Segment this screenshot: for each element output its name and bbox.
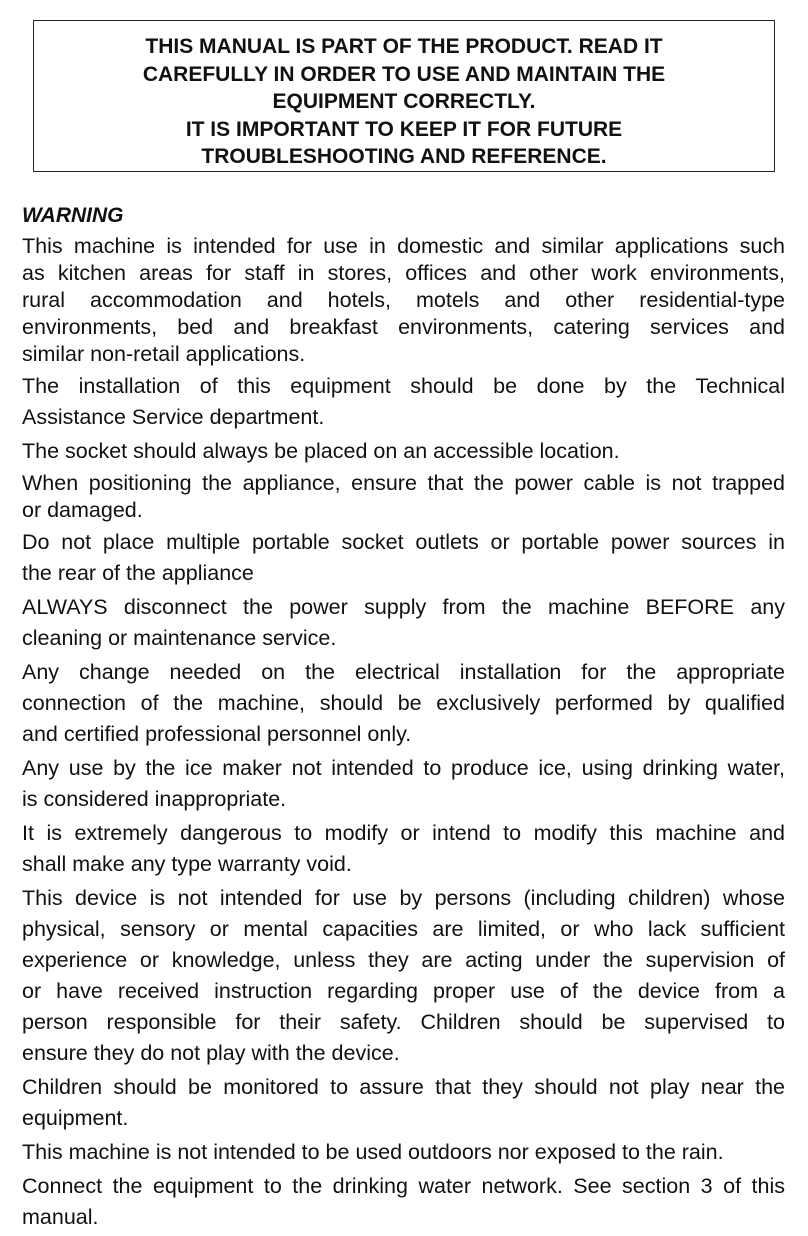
paragraph-line: Do not place multiple portable socket outlets or portable power sources in [22,530,785,554]
warning-paragraph-positioning [22,470,785,524]
paragraph-line: manual. [22,1205,99,1229]
paragraph-line: The socket should always be placed on an accessible location. [22,439,620,463]
paragraph-line: When positioning the appliance, ensure that the power cable is not trapped [22,471,785,495]
paragraph-line: ALWAYS disconnect the power supply from the machine BEFORE any [22,595,785,619]
warning-paragraph-water-network [22,1171,785,1233]
paragraph-line: Any use by the ice maker not intended to produce ice, using drinking water, [22,756,785,780]
paragraph-line: rural accommodation and hotels, motels and other residential-type [22,288,785,312]
notice-line: IT IS IMPORTANT TO KEEP IT FOR FUTURE [185,117,623,141]
warning-paragraph-persons [22,883,785,1069]
paragraph-line: Any change needed on the electrical installation for the appropriate [22,660,785,684]
paragraph-line: the rear of the appliance [22,561,254,585]
paragraph-line: similar non-retail applications. [22,342,306,366]
paragraph-line: environments, bed and breakfast environments, catering services and [22,315,785,339]
warning-heading: WARNING [22,204,124,227]
warning-paragraph-modification [22,818,785,880]
paragraph-line: cleaning or maintenance service. [22,626,337,650]
warning-paragraph-intended-use [22,233,785,368]
notice-line: THIS MANUAL IS PART OF THE PRODUCT. READ IT [145,35,663,58]
paragraph-line: The installation of this equipment should be done by the Technical [22,374,785,398]
warning-paragraph-electrical [22,657,785,750]
warning-paragraph-installation [22,371,785,433]
paragraph-line: connection of the machine, should be exclusively performed by qualified [22,691,785,715]
paragraph-line: as kitchen areas for staff in stores, offices and other work environments, [22,261,785,285]
paragraph-line: Connect the equipment to the drinking water network. See section 3 of this [22,1174,785,1198]
warning-paragraph-outdoors [22,1137,785,1168]
paragraph-line: is considered inappropriate. [22,787,287,811]
paragraph-line: It is extremely dangerous to modify or intend to modify this machine and [22,821,785,845]
notice-line: TROUBLESHOOTING AND REFERENCE. [201,145,607,168]
warning-paragraph-socket [22,436,785,467]
warning-section [22,202,785,1236]
paragraph-line: and certified professional personnel only. [22,722,412,746]
paragraph-line: or have received instruction regarding proper use of the device from a [22,979,785,1003]
warning-paragraph-children [22,1072,785,1134]
warning-paragraph-inappropriate-use [22,753,785,815]
paragraph-line: person responsible for their safety. Children should be supervised to [22,1010,785,1034]
paragraph-line: Children should be monitored to assure that they should not play near the [22,1075,785,1099]
paragraph-line: experience or knowledge, unless they are acting under the supervision of [22,948,785,972]
paragraph-line: This machine is not intended to be used outdoors nor exposed to the rain. [22,1140,724,1164]
paragraph-line: This device is not intended for use by persons (including children) whose [22,886,785,910]
paragraph-line: equipment. [22,1106,129,1130]
warning-paragraph-socket-outlets [22,527,785,589]
paragraph-line: physical, sensory or mental capacities are limited, or who lack sufficient [22,917,785,941]
paragraph-line: or damaged. [22,498,143,522]
notice-line: CAREFULLY IN ORDER TO USE AND MAINTAIN THE [142,62,666,86]
paragraph-line: shall make any type warranty void. [22,852,352,876]
paragraph-line: ensure they do not play with the device. [22,1041,400,1065]
notice-line: EQUIPMENT CORRECTLY. [272,90,536,113]
paragraph-line: This machine is intended for use in domestic and similar applications such [22,234,785,258]
warning-paragraph-disconnect [22,592,785,654]
manual-notice-box [33,20,775,172]
paragraph-line: Assistance Service department. [22,405,325,429]
